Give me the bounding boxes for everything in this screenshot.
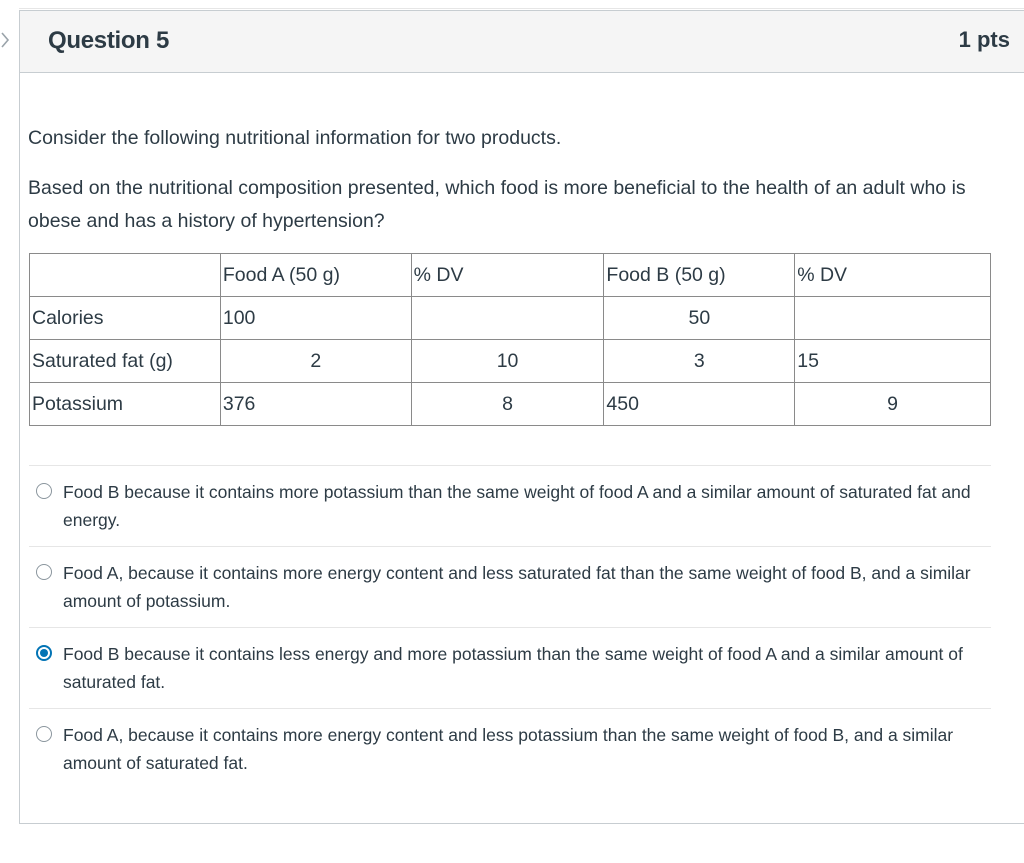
table-cell (795, 297, 991, 340)
table-header-cell: % DV (411, 254, 604, 297)
radio-button[interactable] (36, 726, 52, 742)
question-text (28, 122, 978, 238)
answer-option[interactable] (29, 628, 991, 709)
chevron-right-icon[interactable] (0, 30, 10, 50)
table-cell: 376 (220, 383, 411, 426)
table-cell: 15 (795, 340, 991, 383)
answer-list (29, 465, 991, 790)
nutrition-table (29, 253, 991, 426)
table-row (30, 297, 991, 340)
table-header-cell (30, 254, 221, 297)
answer-label[interactable]: Food A, because it contains more energy content and less potassium than the same weight of food B, and a similar amount of saturated fat. (63, 725, 954, 773)
answer-label[interactable]: Food A, because it contains more energy content and less saturated fat than the same weight of food B, and a similar amount of potassium. (63, 563, 971, 611)
table-cell: 450 (604, 383, 795, 426)
question-points: 1 pts (958, 27, 1010, 52)
table-header-cell: Food A (50 g) (220, 254, 411, 297)
answer-option[interactable] (29, 466, 991, 547)
radio-button[interactable] (36, 564, 52, 580)
table-header-cell: % DV (795, 254, 991, 297)
table-cell: 100 (220, 297, 411, 340)
top-divider (19, 8, 1024, 9)
radio-button-selected[interactable] (36, 645, 52, 661)
table-cell: 50 (604, 297, 795, 340)
table-header-cell: Food B (50 g) (604, 254, 795, 297)
answer-label[interactable]: Food B because it contains less energy and more potassium than the same weight of food A and a similar amount of saturated fat. (63, 644, 963, 692)
answer-option[interactable] (29, 709, 991, 790)
table-cell: Calories (30, 297, 221, 340)
table-cell: Potassium (30, 383, 221, 426)
table-cell (411, 297, 604, 340)
table-cell: 10 (411, 340, 604, 383)
question-intro: Consider the following nutritional information for two products. (28, 127, 562, 149)
table-row (30, 340, 991, 383)
question-title: Question 5 (48, 27, 170, 54)
table-cell: 2 (220, 340, 411, 383)
radio-button[interactable] (36, 483, 52, 499)
question-prompt: Based on the nutritional composition presented, which food is more beneficial to the health of an adult who is obese and has a history of hypertension? (28, 177, 966, 232)
table-header-row (30, 254, 991, 297)
table-cell: 9 (795, 383, 991, 426)
table-row (30, 383, 991, 426)
table-cell: 8 (411, 383, 604, 426)
answer-option[interactable] (29, 547, 991, 628)
table-cell: 3 (604, 340, 795, 383)
question-header (20, 11, 1024, 73)
answer-label[interactable]: Food B because it contains more potassium than the same weight of food A and a similar amount of saturated fat and energy. (63, 482, 971, 530)
table-cell: Saturated fat (g) (30, 340, 221, 383)
